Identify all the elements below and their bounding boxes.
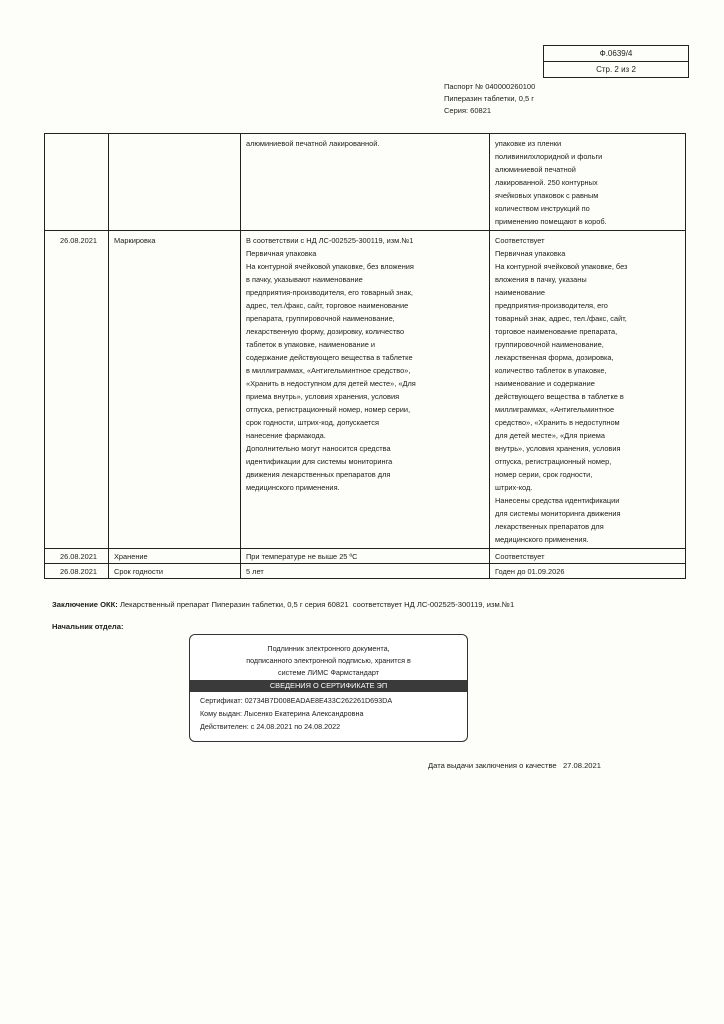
row-date: 26.08.2021: [45, 564, 109, 579]
passport-product: Пиперазин таблетки, 0,5 г: [444, 94, 535, 103]
stamp-valid-period: Действителен: с 24.08.2021 по 24.08.2022: [200, 722, 341, 731]
stamp-certificate-title: СВЕДЕНИЯ О СЕРТИФИКАТЕ ЭП: [190, 680, 467, 692]
row-date: [45, 134, 109, 231]
stamp-intro: Подлинник электронного документа, подписанного электронной подписью, хранится в системе ЛИМС Фармстандарт: [246, 644, 411, 677]
row-requirement: алюминиевой печатной лакированной.: [241, 134, 490, 231]
table-row: [45, 231, 686, 549]
table-row: [45, 564, 686, 579]
form-code-box: [543, 45, 689, 78]
row-date: 26.08.2021: [45, 549, 109, 564]
stamp-issued-to: Кому выдан: Лысенко Екатерина Александровна: [200, 709, 364, 718]
row-indicator: Срок годности: [109, 564, 241, 579]
form-code: Ф.0639/4: [599, 49, 633, 58]
passport-block: [444, 81, 535, 117]
electronic-signature-stamp: [189, 634, 468, 742]
passport-number: Паспорт № 040000260100: [444, 82, 536, 91]
row-indicator: Маркировка: [109, 231, 241, 549]
stamp-certificate-number: Сертификат: 02734B7D008EADAE8E433C262261D693DA: [200, 696, 393, 705]
head-of-department-label: Начальник отдела:: [52, 622, 124, 631]
row-date: 26.08.2021: [45, 231, 109, 549]
row-requirement: При температуре не выше 25 ºС: [241, 549, 490, 564]
row-requirement: 5 лет: [241, 564, 490, 579]
row-result: Соответствует: [490, 549, 686, 564]
test-results-table: [44, 133, 686, 579]
row-requirement: В соответствии с НД ЛС-002525-300119, изм.№1 Первичная упаковка На контурной ячейковой упаковке, без вложения в пачку, указывают наименование предприятия-производителя, его товарный знак, адрес, тел./факс, сайт, торговое наименование препарата, группировочной наименование, лекарственную форму, дозировку, количество таблеток в упаковке, наименование и содержание действующего вещества в таблетке в миллиграммах, «Антигельминтное средство», «Хранить в недоступном для детей месте», «Для приема внутрь», условия хранения, условия отпуска, регистрационный номер, номер серии, срок годности, штрих-код, допускается нанесение фармакода. Дополнительно могут наносится средства идентификации для системы мониторинга движения лекарственных препаратов для медицинского применения.: [241, 231, 490, 549]
passport-series: Серия: 60821: [444, 106, 492, 115]
row-result: упаковке из пленки поливинилхлоридной и фольги алюминиевой печатной лакированной. 250 контурных ячейковых упаковок с равным количеством инструкций по применению помещают в короб.: [490, 134, 686, 231]
page-number: Стр. 2 из 2: [544, 61, 688, 77]
table-row: [45, 549, 686, 564]
conclusion-label: Заключение ОКК:: [52, 600, 118, 609]
issue-date: Дата выдачи заключения о качестве 27.08.2021: [428, 761, 601, 770]
table-row: [45, 134, 686, 231]
qc-conclusion: [52, 600, 514, 609]
row-indicator: [109, 134, 241, 231]
row-indicator: Хранение: [109, 549, 241, 564]
conclusion-text: Лекарственный препарат Пиперазин таблетки, 0,5 г серия 60821 соответствует НД ЛС-002525-300119, изм.№1: [117, 600, 515, 609]
row-result: Годен до 01.09.2026: [490, 564, 686, 579]
row-result: Соответствует Первичная упаковка На контурной ячейковой упаковке, без вложения в пачку, указаны наименование предприятия-производителя, его товарный знак, адрес, тел./факс, сайт, торговое наименование препарата, группировочной наименование, лекарственная форма, дозировка, количество таблеток в упаковке, наименование и содержание действующего вещества в таблетке в миллиграммах, «Антигельминтное средство», «Хранить в недоступном для детей месте», «Для приема внутрь», условия хранения, условия отпуска, регистрационный номер, номер серии, срок годности, штрих-код. Нанесены средства идентификации для системы мониторинга движения лекарственных препаратов для медицинского применения.: [490, 231, 686, 549]
